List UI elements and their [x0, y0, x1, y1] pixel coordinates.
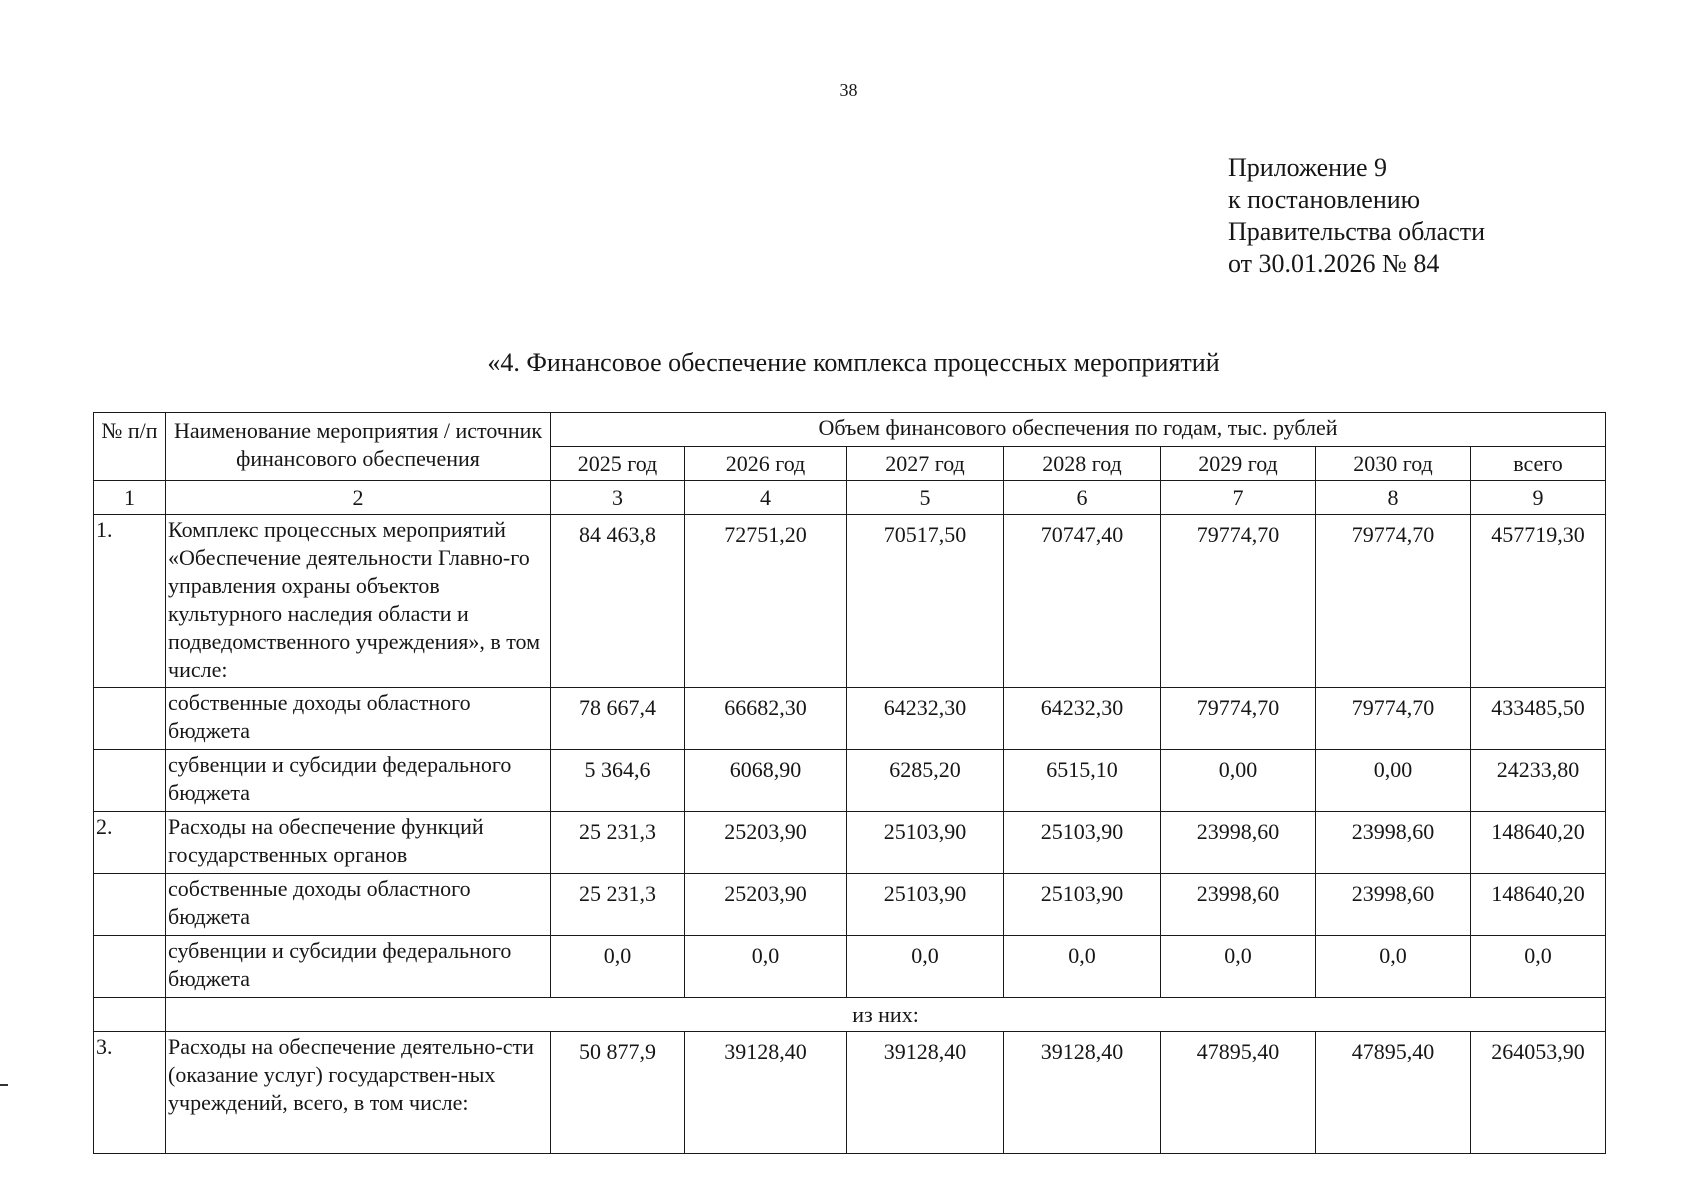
header-year: 2027 год: [847, 447, 1004, 481]
row-number: 1.: [94, 515, 166, 688]
value-cell: 84 463,8: [551, 515, 685, 688]
row-name: субвенции и субсидии федерального бюджета: [166, 936, 551, 998]
table-row: [94, 812, 1606, 874]
value-cell: 25 231,3: [551, 874, 685, 936]
total-cell: 264053,90: [1471, 1032, 1606, 1154]
scan-margin-mark: [0, 1084, 8, 1086]
column-index: 7: [1161, 481, 1316, 515]
value-cell: 25103,90: [847, 812, 1004, 874]
appendix-block: [1228, 152, 1485, 280]
value-cell: 47895,40: [1161, 1032, 1316, 1154]
value-cell: 66682,30: [685, 688, 847, 750]
value-cell: 5 364,6: [551, 750, 685, 812]
value-cell: 0,00: [1161, 750, 1316, 812]
value-cell: 25203,90: [685, 812, 847, 874]
value-cell: 6068,90: [685, 750, 847, 812]
row-number: [94, 998, 166, 1032]
value-cell: 47895,40: [1316, 1032, 1471, 1154]
value-cell: 79774,70: [1161, 688, 1316, 750]
header-volume: Объем финансового обеспечения по годам, тыс. рублей: [551, 413, 1606, 447]
value-cell: 23998,60: [1316, 874, 1471, 936]
total-cell: 457719,30: [1471, 515, 1606, 688]
header-row-1: [94, 413, 1606, 447]
value-cell: 50 877,9: [551, 1032, 685, 1154]
appendix-line-2: к постановлению: [1228, 185, 1421, 214]
value-cell: 23998,60: [1316, 812, 1471, 874]
value-cell: 0,0: [1161, 936, 1316, 998]
row-number: [94, 874, 166, 936]
column-index: 5: [847, 481, 1004, 515]
row-number: [94, 936, 166, 998]
value-cell: 39128,40: [1004, 1032, 1161, 1154]
row-name: субвенции и субсидии федерального бюджета: [166, 750, 551, 812]
value-cell: 23998,60: [1161, 874, 1316, 936]
value-cell: 64232,30: [847, 688, 1004, 750]
header-year: 2030 год: [1316, 447, 1471, 481]
subheader-label: из них:: [166, 998, 1606, 1032]
value-cell: 78 667,4: [551, 688, 685, 750]
total-cell: 24233,80: [1471, 750, 1606, 812]
header-no: № п/п: [94, 413, 166, 481]
row-number: 2.: [94, 812, 166, 874]
header-name: Наименование мероприятия / источник финансового обеспечения: [166, 413, 551, 481]
table-row: [94, 750, 1606, 812]
value-cell: 25 231,3: [551, 812, 685, 874]
column-index: 1: [94, 481, 166, 515]
column-index: 9: [1471, 481, 1606, 515]
value-cell: 25203,90: [685, 874, 847, 936]
value-cell: 0,0: [685, 936, 847, 998]
value-cell: 0,00: [1316, 750, 1471, 812]
value-cell: 79774,70: [1161, 515, 1316, 688]
table-row: [94, 936, 1606, 998]
value-cell: 39128,40: [685, 1032, 847, 1154]
appendix-line-1: Приложение 9: [1228, 153, 1388, 182]
header-year: 2026 год: [685, 447, 847, 481]
table-row: [94, 515, 1606, 688]
value-cell: 6515,10: [1004, 750, 1161, 812]
total-cell: 148640,20: [1471, 812, 1606, 874]
value-cell: 70517,50: [847, 515, 1004, 688]
total-cell: 0,0: [1471, 936, 1606, 998]
value-cell: 39128,40: [847, 1032, 1004, 1154]
section-title: «4. Финансовое обеспечение комплекса процессных мероприятий: [487, 348, 1220, 377]
page-number: 38: [839, 80, 858, 100]
header-year: 2029 год: [1161, 447, 1316, 481]
row-name: Расходы на обеспечение функций государственных органов: [166, 812, 551, 874]
value-cell: 0,0: [551, 936, 685, 998]
column-index: 2: [166, 481, 551, 515]
column-index-row: [94, 481, 1606, 515]
column-index: 4: [685, 481, 847, 515]
value-cell: 70747,40: [1004, 515, 1161, 688]
row-name: Расходы на обеспечение деятельно-сти (оказание услуг) государствен-ных учреждений, всего, в том числе:: [166, 1032, 551, 1154]
total-cell: 433485,50: [1471, 688, 1606, 750]
subheader-row: [94, 998, 1606, 1032]
value-cell: 79774,70: [1316, 515, 1471, 688]
column-index: 3: [551, 481, 685, 515]
column-index: 8: [1316, 481, 1471, 515]
header-year: 2025 год: [551, 447, 685, 481]
table-row: [94, 1032, 1606, 1154]
row-number: 3.: [94, 1032, 166, 1154]
header-year: 2028 год: [1004, 447, 1161, 481]
value-cell: 79774,70: [1316, 688, 1471, 750]
row-name: собственные доходы областного бюджета: [166, 874, 551, 936]
appendix-line-4: от 30.01.2026 № 84: [1228, 249, 1440, 278]
value-cell: 0,0: [1316, 936, 1471, 998]
value-cell: 0,0: [847, 936, 1004, 998]
header-total: всего: [1471, 447, 1606, 481]
table-row: [94, 874, 1606, 936]
value-cell: 72751,20: [685, 515, 847, 688]
value-cell: 0,0: [1004, 936, 1161, 998]
row-number: [94, 750, 166, 812]
row-number: [94, 688, 166, 750]
value-cell: 25103,90: [1004, 874, 1161, 936]
financing-table: [93, 412, 1606, 1154]
value-cell: 25103,90: [1004, 812, 1161, 874]
row-name: Комплекс процессных мероприятий «Обеспечение деятельности Главно-го управления охраны объектов культурного наследия области и подведомственного учреждения», в том числе:: [166, 515, 551, 688]
value-cell: 6285,20: [847, 750, 1004, 812]
appendix-line-3: Правительства области: [1228, 217, 1486, 246]
table-row: [94, 688, 1606, 750]
value-cell: 64232,30: [1004, 688, 1161, 750]
row-name: собственные доходы областного бюджета: [166, 688, 551, 750]
value-cell: 25103,90: [847, 874, 1004, 936]
total-cell: 148640,20: [1471, 874, 1606, 936]
value-cell: 23998,60: [1161, 812, 1316, 874]
column-index: 6: [1004, 481, 1161, 515]
